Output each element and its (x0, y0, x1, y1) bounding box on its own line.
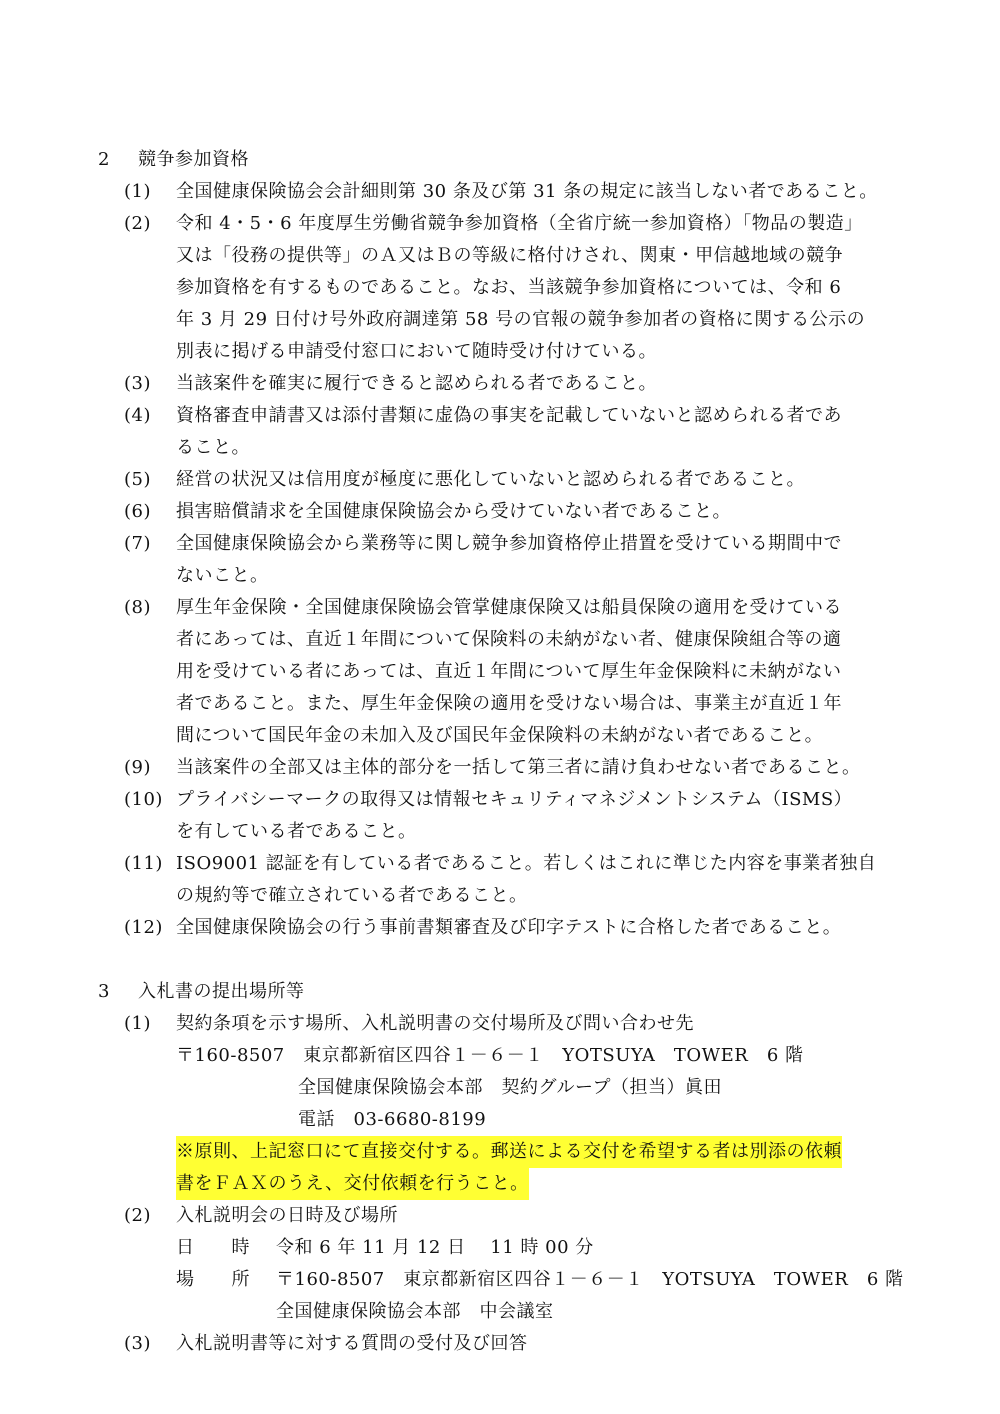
place-value: 〒160-8507 東京都新宿区四谷１－６－１ YOTSUYA TOWER 6 階 (276, 1269, 904, 1290)
item-text: 厚生年金保険・全国健康保険協会管掌健康保険又は船員保険の適用を受けている (176, 597, 842, 618)
item-label: (7) (124, 533, 151, 554)
item-text: を有している者であること。 (176, 821, 417, 842)
item-text: 又は「役務の提供等」のＡ又はＢの等級に格付けされ、関東・甲信越地域の競争 (176, 245, 844, 266)
item-label: (1) (124, 181, 151, 202)
item-label: (1) (124, 1013, 151, 1034)
item-text: 入札説明書等に対する質問の受付及び回答 (176, 1333, 528, 1354)
item-label: (5) (124, 469, 151, 490)
item-text: 契約条項を示す場所、入札説明書の交付場所及び問い合わせ先 (176, 1013, 694, 1034)
item-label: (6) (124, 501, 151, 522)
contact-organization: 全国健康保険協会本部 契約グループ（担当）眞田 (298, 1077, 723, 1098)
item-text: 者であること。また、厚生年金保険の適用を受けない場合は、事業主が直近１年 (176, 693, 842, 714)
section-2-title: 競争参加資格 (138, 149, 249, 170)
item-label: (9) (124, 757, 151, 778)
item-text: 用を受けている者にあっては、直近１年間について厚生年金保険料に未納がない (176, 661, 842, 682)
section-3-number: 3 (98, 981, 110, 1002)
item-text: 年 3 月 29 日付け号外政府調達第 58 号の官報の競争参加者の資格に関する公示の (176, 309, 866, 330)
item-label: (4) (124, 405, 151, 426)
item-text: 入札説明会の日時及び場所 (176, 1205, 398, 1226)
item-label: (8) (124, 597, 151, 618)
item-text: 間について国民年金の未加入及び国民年金保険料の未納がない者であること。 (176, 725, 824, 746)
section-3-title: 入札書の提出場所等 (138, 981, 305, 1002)
item-text: 当該案件を確実に履行できると認められる者であること。 (176, 373, 657, 394)
contact-phone: 電話 03-6680-8199 (298, 1109, 487, 1130)
date-value: 令和 6 年 11 月 12 日 11 時 00 分 (276, 1237, 594, 1258)
item-text: ること。 (176, 437, 250, 458)
item-text: 資格審査申請書又は添付書類に虚偽の事実を記載していないと認められる者であ (176, 405, 842, 426)
highlighted-note: ※原則、上記窓口にて直接交付する。郵送による交付を希望する者は別添の依頼 (176, 1136, 842, 1168)
item-text: ISO9001 認証を有している者であること。若しくはこれに準じた内容を事業者独自 (176, 853, 877, 874)
item-text: 別表に掲げる申請受付窓口において随時受け付けている。 (176, 341, 657, 362)
item-text: 損害賠償請求を全国健康保険協会から受けていない者であること。 (176, 501, 731, 522)
section-2-number: 2 (98, 149, 110, 170)
date-label: 日 時 (176, 1237, 250, 1258)
item-text: ないこと。 (176, 565, 269, 586)
item-text: 全国健康保険協会の行う事前書類審査及び印字テストに合格した者であること。 (176, 917, 842, 938)
item-label: (3) (124, 373, 151, 394)
place-value-room: 全国健康保険協会本部 中会議室 (276, 1301, 554, 1322)
item-label: (3) (124, 1333, 151, 1354)
item-text: 参加資格を有するものであること。なお、当該競争参加資格については、令和 6 (176, 277, 842, 298)
item-text: 全国健康保険協会から業務等に関し競争参加資格停止措置を受けている期間中で (176, 533, 842, 554)
item-text: 当該案件の全部又は主体的部分を一括して第三者に請け負わせない者であること。 (176, 757, 861, 778)
item-label: (2) (124, 213, 151, 234)
highlighted-note: 書をＦＡＸのうえ、交付依頼を行うこと。 (176, 1168, 529, 1200)
item-text: 経営の状況又は信用度が極度に悪化していないと認められる者であること。 (176, 469, 805, 490)
item-text: プライバシーマークの取得又は情報セキュリティマネジメントシステム（ISMS） (176, 789, 853, 810)
item-text: 者にあっては、直近１年間について保険料の未納がない者、健康保険組合等の適 (176, 629, 842, 650)
item-text: 令和 4・5・6 年度厚生労働省競争参加資格（全省庁統一参加資格）「物品の製造」 (176, 213, 863, 234)
item-text: 全国健康保険協会会計細則第 30 条及び第 31 条の規定に該当しない者であること。 (176, 181, 878, 202)
item-label: (11) (124, 853, 163, 874)
item-label: (2) (124, 1205, 151, 1226)
contact-address: 〒160-8507 東京都新宿区四谷１－６－１ YOTSUYA TOWER 6 階 (176, 1045, 804, 1066)
item-label: (12) (124, 917, 163, 938)
place-label: 場 所 (176, 1269, 250, 1290)
item-label: (10) (124, 789, 163, 810)
item-text: の規約等で確立されている者であること。 (176, 885, 528, 906)
